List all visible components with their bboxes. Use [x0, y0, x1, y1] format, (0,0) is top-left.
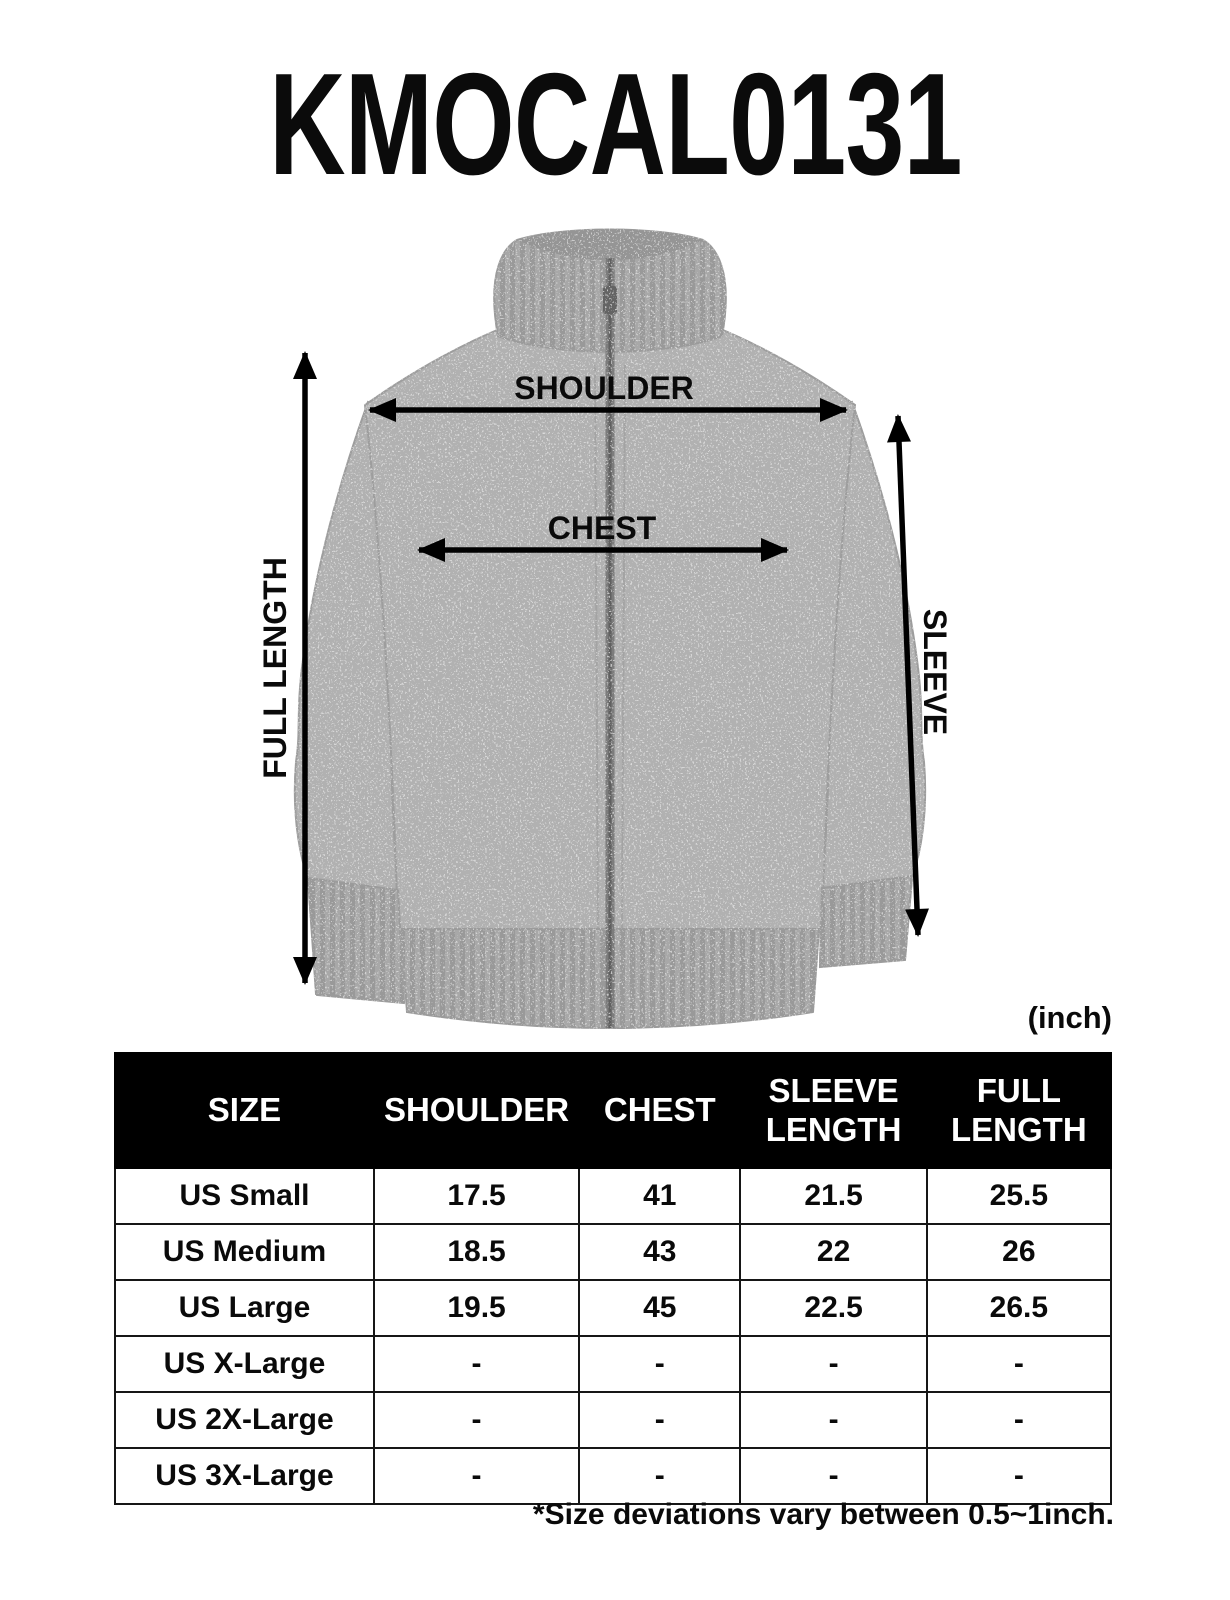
col-header-size: SIZE	[115, 1053, 374, 1168]
sleeve-label: SLEEVE	[917, 608, 953, 736]
cell-shoulder: 19.5	[374, 1280, 579, 1336]
cell-chest: -	[579, 1448, 740, 1504]
cell-chest: -	[579, 1336, 740, 1392]
cell-shoulder: -	[374, 1336, 579, 1392]
measurement-diagram	[0, 200, 1230, 1060]
cell-shoulder: 18.5	[374, 1224, 579, 1280]
col-header-sleeve-length: SLEEVE LENGTH	[740, 1053, 926, 1168]
full-length-label: FULL LENGTH	[257, 557, 293, 779]
col-header-full-length: FULL LENGTH	[927, 1053, 1111, 1168]
cell-size: US 3X-Large	[115, 1448, 374, 1504]
unit-label: (inch)	[1027, 1000, 1112, 1035]
cell-shoulder: -	[374, 1448, 579, 1504]
cell-chest: 45	[579, 1280, 740, 1336]
cell-size: US Large	[115, 1280, 374, 1336]
cell-chest: -	[579, 1392, 740, 1448]
sweater-left-cuff	[308, 878, 404, 1002]
table-row	[115, 1224, 1111, 1280]
cell-full-length: 26.5	[927, 1280, 1111, 1336]
cell-chest: 43	[579, 1224, 740, 1280]
cell-size: US Medium	[115, 1224, 374, 1280]
cell-shoulder: -	[374, 1392, 579, 1448]
cell-size: US 2X-Large	[115, 1392, 374, 1448]
sweater-image	[295, 230, 925, 1029]
size-table-header	[115, 1053, 1111, 1168]
cell-sleeve-length: 22	[740, 1224, 926, 1280]
header-row	[115, 1053, 1111, 1168]
size-table	[114, 1052, 1112, 1505]
cell-shoulder: 17.5	[374, 1168, 579, 1224]
title-row	[0, 43, 1230, 205]
table-row	[115, 1448, 1111, 1504]
col-header-shoulder: SHOULDER	[374, 1053, 579, 1168]
cell-full-length: -	[927, 1448, 1111, 1504]
cell-full-length: -	[927, 1336, 1111, 1392]
cell-chest: 41	[579, 1168, 740, 1224]
sweater-zipper-pull	[603, 286, 617, 314]
cell-size: US Small	[115, 1168, 374, 1224]
cell-sleeve-length: 21.5	[740, 1168, 926, 1224]
table-row	[115, 1336, 1111, 1392]
size-deviation-footnote: *Size deviations vary between 0.5~1inch.	[532, 1498, 1114, 1531]
col-header-chest: CHEST	[579, 1053, 740, 1168]
cell-full-length: -	[927, 1392, 1111, 1448]
cell-full-length: 26	[927, 1224, 1111, 1280]
cell-full-length: 25.5	[927, 1168, 1111, 1224]
shoulder-label: SHOULDER	[514, 370, 694, 406]
cell-sleeve-length: -	[740, 1392, 926, 1448]
table-row	[115, 1280, 1111, 1336]
cell-sleeve-length: 22.5	[740, 1280, 926, 1336]
table-row	[115, 1392, 1111, 1448]
sweater-right-cuff	[820, 876, 912, 966]
cell-sleeve-length: -	[740, 1448, 926, 1504]
sweater-diagram-svg	[0, 200, 1230, 1060]
cell-sleeve-length: -	[740, 1336, 926, 1392]
product-code-title: KMOCAL0131	[268, 43, 962, 205]
cell-size: US X-Large	[115, 1336, 374, 1392]
table-row	[115, 1168, 1111, 1224]
chest-label: CHEST	[547, 510, 657, 546]
